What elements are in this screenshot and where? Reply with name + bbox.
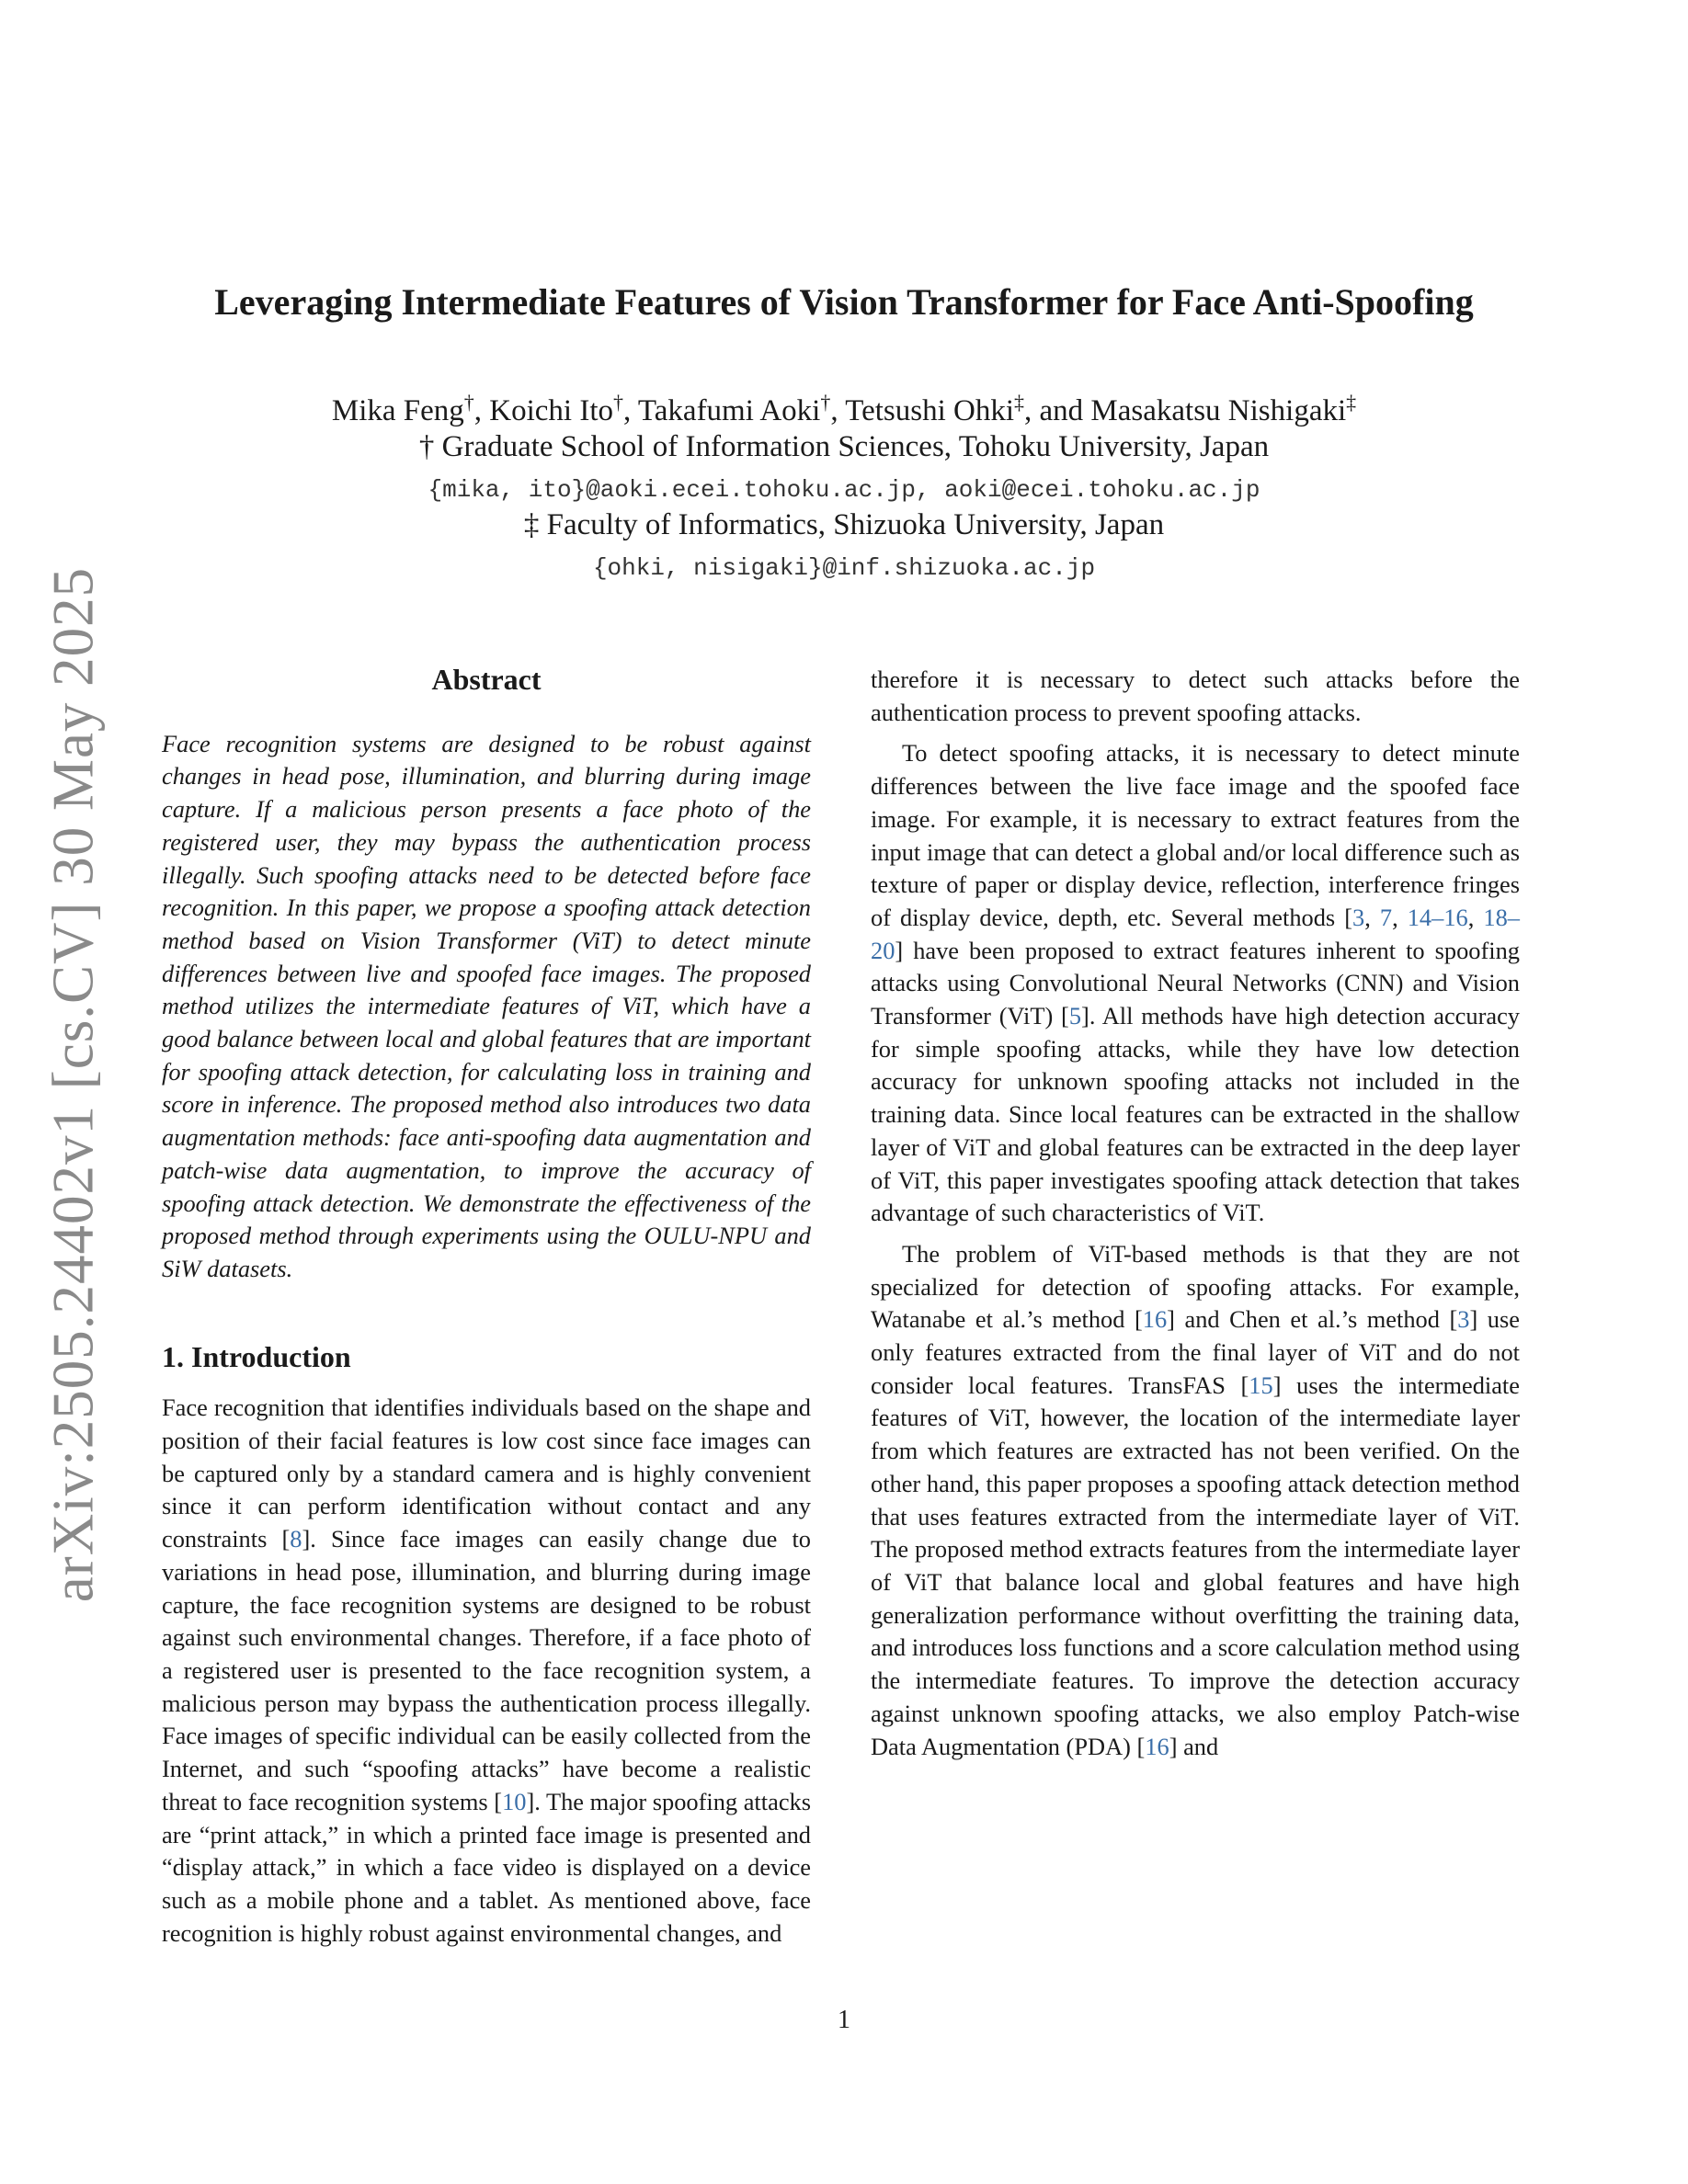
affiliation-mark: ‡ [1014, 391, 1025, 414]
affiliation-mark: † [463, 391, 474, 414]
citation-link[interactable]: 3 [1352, 903, 1365, 931]
affiliation-tohoku: † Graduate School of Information Sciences, Tohoku University, Japan [418, 430, 1270, 463]
section-heading: 1. Introduction [162, 1339, 351, 1373]
arxiv-identifier [37, 566, 110, 1603]
right-column [871, 664, 1520, 1763]
citation-link[interactable]: 16 [1145, 1732, 1169, 1760]
intro-paragraph-2: To detect spoofing attacks, it is necessary to detect minute differences between the live face image and the spoofed face image. For example, it is necessary to extract features from the input image that can detect a global and/or local difference such as texture of paper or display device, reflection, interference fringes of display device, depth, etc. Several methods [3, 7, 14–16, 18–20] have been proposed to extract features inherent to spoofing attacks using Convolutional Neural Networks (CNN) and Vision Transformer (ViT) [5]. All methods have high detection accuracy for simple spoofing attacks, while they have low detection accuracy for unknown spoofing attacks not included in the training data. Since local features can be extracted in the shallow layer of ViT and global features can be extracted in the deep layer of ViT, this paper investigates spoofing attack detection that takes advantage of such characteristics of ViT. [871, 739, 1521, 1227]
affiliation-shizuoka: ‡ Faculty of Informatics, Shizuoka University, Japan [523, 508, 1165, 541]
intro-paragraph-1: Face recognition that identifies individuals based on the shape and position of their facial features is low cost since face images can be captured only by a standard camera and is highly convenient since it can perform identification without contact and any constraints [8]. Since face images can easily change due to variations in head pose, illumination, and blurring during image capture, the face recognition systems are designed to be robust against such environmental changes. Therefore, if a face photo of a registered user is presented to the face recognition system, a malicious person may bypass the authentication process illegally. Face images of specific individual can be easily collected from the Internet, and such “spoofing attacks” have become a realistic threat to face recognition systems [10]. The major spoofing attacks are “print attack,” in which a printed face image is presented and “display attack,” in which a face video is displayed on a device such as a mobile phone and a tablet. As mentioned above, face recognition is highly robust against environmental changes, and [162, 1393, 811, 1947]
affiliation-mark: † [820, 391, 831, 414]
affiliation-mark: † [613, 391, 624, 414]
citation-link[interactable]: 10 [502, 1787, 527, 1815]
email-shizuoka: {ohki, nisigaki}@inf.shizuoka.ac.jp [592, 554, 1096, 582]
author-name: Takafumi Aoki [637, 394, 821, 427]
affiliation-mark: ‡ [1346, 391, 1357, 414]
citation-link[interactable]: 14–16 [1407, 903, 1468, 931]
abstract-heading: Abstract [431, 663, 542, 696]
intro-paragraph-3: The problem of ViT-based methods is that they are not specialized for detection of spoofing attacks. For example, Watanabe et al.’s method [16] and Chen et al.’s method [3] use only features extracted from the final layer of ViT and do not consider local features. TransFAS [15] uses the intermediate features of ViT, however, the location of the intermediate layer from which features are extracted has not been verified. On the other hand, this paper proposes a spoofing attack detection method that uses features extracted from the intermediate layer of ViT. The proposed method extracts features from the intermediate layer of ViT that balance local and global features and have high generalization performance without overfitting the training data, and introduces loss functions and a score calculation method using the intermediate features. To improve the detection accuracy against unknown spoofing attacks, we also employ Patch-wise Data Augmentation (PDA) [16] and [871, 1239, 1520, 1760]
page-number: 1 [838, 2006, 850, 2034]
author-name: Koichi Ito [489, 394, 614, 427]
author-name: Mika Feng [331, 394, 464, 427]
citation-link[interactable]: 18–20 [871, 903, 1520, 964]
author-list: Mika Feng†, Koichi Ito†, Takafumi Aoki†, Tetsushi Ohki‡, and Masakatsu Nishigaki‡ [331, 391, 1357, 427]
citation-link[interactable]: 5 [1068, 1002, 1082, 1030]
left-column [162, 664, 811, 1950]
email-tohoku: {mika, ito}@aoki.ecei.tohoku.ac.jp, aoki@ecei.tohoku.ac.jp [428, 476, 1260, 504]
author-name: Tetsushi Ohki [845, 394, 1015, 427]
abstract-text: Face recognition systems are designed to be robust against changes in head pose, illumination, and blurring during image capture. If a malicious person presents a face photo of the registered user, they may bypass the authentication process illegally. Such spoofing attacks need to be detected before face recognition. In this paper, we propose a spoofing attack detection method based on Vision Transformer (ViT) to detect minute differences between live and spoofed face images. The proposed method utilizes the intermediate features of ViT, which have a good balance between local and global features that are important for spoofing attack detection, for calculating loss in training and score in inference. The proposed method also introduces two data augmentation methods: face anti-spoofing data augmentation and patch-wise data augmentation, to improve the accuracy of spoofing attack detection. We demonstrate the effectiveness of the proposed method through experiments using the OULU-NPU and SiW datasets. [162, 729, 811, 1282]
paper-title: Leveraging Intermediate Features of Vision Transformer for Face Anti-Spoofing [214, 281, 1474, 323]
citation-link[interactable]: 7 [1379, 903, 1393, 931]
citation-link[interactable]: 15 [1249, 1371, 1273, 1399]
author-name: Masakatsu Nishigaki [1090, 394, 1347, 427]
citation-link[interactable]: 3 [1457, 1305, 1470, 1334]
arxiv-identifier-text: arXiv:2505.24402v1 [cs.CV] 30 May 2025 [40, 566, 106, 1603]
citation-link[interactable]: 8 [290, 1525, 302, 1553]
intro-paragraph-1-continued: therefore it is necessary to detect such attacks before the authentication process to prevent spoofing attacks. [871, 665, 1520, 726]
citation-link[interactable]: 16 [1142, 1305, 1168, 1334]
